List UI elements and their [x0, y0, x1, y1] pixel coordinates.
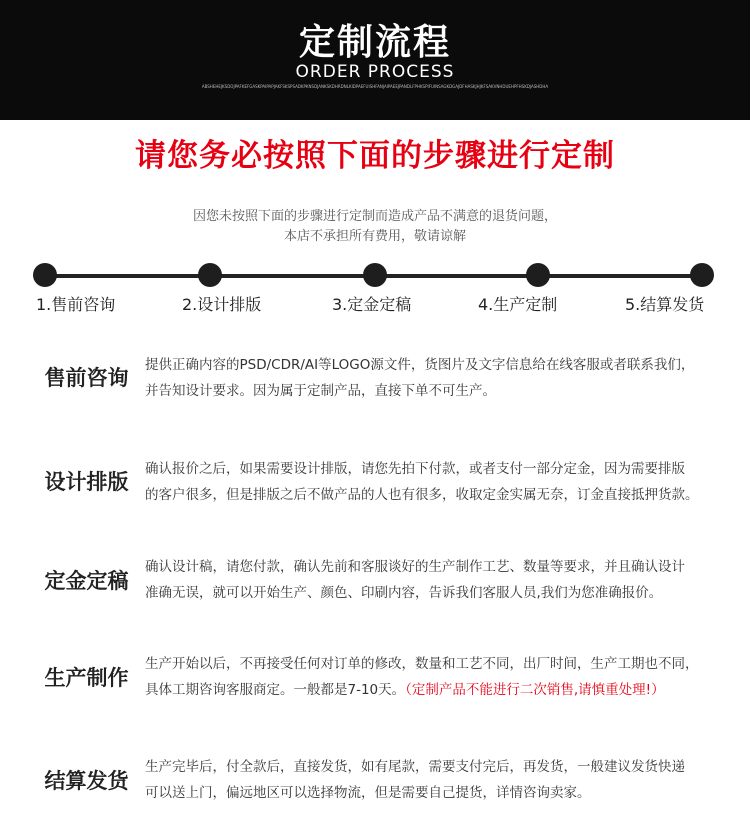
timeline-dot-2 [198, 263, 222, 287]
section-body-consult [145, 352, 730, 404]
section-consult-line-2: 并告知设计要求。因为属于定制产品，直接下单不可生产。 [145, 383, 496, 399]
section-consult-line-1: 提供正确内容的PSD/CDR/AI等LOGO源文件，货图片及文字信息给在线客服或者联系我们， [145, 357, 695, 373]
section-production-line-2 [145, 677, 730, 703]
timeline-dot-3 [363, 263, 387, 287]
section-deposit-line-2: 准确无误，就可以开始生产、颜色、印刷内容，告诉我们客服人员,我们为您准确报价。 [145, 585, 663, 601]
header-banner [0, 0, 750, 120]
notice-line-2: 本店不承担所有费用，敬请谅解 [283, 229, 466, 244]
section-production-line-2-text: 具体工期咨询客服商定。一般都是7-10天。 [145, 682, 406, 698]
page-headline: 请您务必按照下面的步骤进行定制 [135, 138, 615, 174]
section-settlement-line-1: 生产完毕后，付全款后，直接发货，如有尾款，需要支付完后，再发货，一般建议发货快递 [145, 759, 685, 775]
section-title-deposit: 定金定稿 [44, 569, 129, 593]
timeline-dot-1 [33, 263, 57, 287]
notice-text [0, 207, 750, 247]
section-body-production [145, 651, 730, 703]
step-label-4: 4.生产定制 [478, 295, 558, 314]
section-design-line-2: 的客户很多，但是排版之后不做产品的人也有很多，收取定金实属无奈，订金直接抵押货款。 [145, 487, 699, 503]
section-body-deposit [145, 554, 730, 606]
section-deposit-line-1: 确认设计稿，请您付款，确认先前和客服谈好的生产制作工艺、数量等要求，并且确认设计 [145, 559, 685, 575]
section-title-production: 生产制作 [44, 666, 129, 690]
section-title-settlement: 结算发货 [44, 769, 129, 793]
section-title-consult: 售前咨询 [44, 366, 129, 390]
banner-title: 定制流程 [298, 22, 451, 63]
section-design-line-1: 确认报价之后，如果需要设计排版，请您先拍下付款，或者支付一部分定金，因为需要排版 [145, 461, 685, 477]
step-label-3: 3.定金定稿 [332, 295, 412, 314]
banner-fine-print: ABSHEHEJKSDOJPAFKEFGASKPAIPAPJAKFSKSPSADKPKNSDJANKSKDHRDNLKIDPAEFUISHFANJAIPAEEJPANDLFPHKSPIFUINSAGKDGAJDFHASKJHJKFSAKVNHDUEHPFHSKDJASHDHA [201, 84, 549, 89]
banner-subtitle: ORDER PROCESS [295, 62, 455, 82]
step-label-2: 2.设计排版 [182, 295, 262, 314]
section-title-design: 设计排版 [44, 470, 129, 494]
section-body-design [145, 456, 730, 508]
section-production-line-1: 生产开始以后，不再接受任何对订单的修改，数量和工艺不同，出厂时间，生产工期也不同， [145, 656, 699, 672]
timeline-dot-5 [690, 263, 714, 287]
section-body-settlement [145, 754, 730, 806]
timeline-dot-4 [526, 263, 550, 287]
notice-line-1: 因您未按照下面的步骤进行定制而造成产品不满意的退货问题， [192, 209, 557, 224]
step-label-1: 1.售前咨询 [36, 295, 116, 314]
step-label-5: 5.结算发货 [625, 295, 705, 314]
production-warning: （定制产品不能进行二次销售,请慎重处理!） [405, 682, 665, 698]
section-settlement-line-2: 可以送上门，偏远地区可以选择物流，但是需要自己提货，详情咨询卖家。 [145, 785, 591, 801]
